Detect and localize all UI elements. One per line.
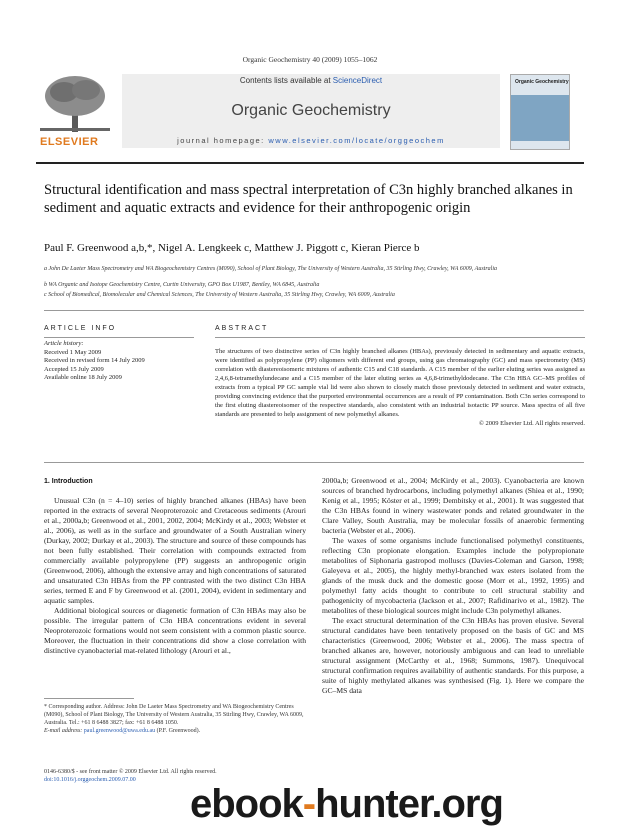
paragraph: The waxes of some organisms include functionalised polymethyl constituents, reflecting C3n propionate elongation. Examples include the polypropionate metabolites of Siphonaria gastropod molluscs (Davies-Coleman and Garson, 1998; Galeyeva et al., 2005), the highly methyl-branched wax esters isolated from the glands of the musk duck and the domestic goose (Morr et al., 1992, 1995) and polymethyl fatty acids thought to contribute to cell structural stability and pathogenicity of mycobacteria (Jackson et al., 2007; Rafidinarivo et al., 1982). The metabolites of these biological sources might include C3n polymethyl alkanes. (322, 536, 584, 615)
affiliation-b: b WA Organic and Isotope Geochemistry Centre, Curtin University, GPO Box U1987, Bentley, WA 6845, Australia (44, 282, 320, 288)
email-link[interactable]: paul.greenwood@uwa.edu.au (83, 728, 156, 734)
abstract-heading: ABSTRACT (215, 325, 269, 332)
journal-title: Organic Geochemistry (231, 102, 391, 119)
history-online: Available online 18 July 2009 (44, 374, 122, 381)
history-label: Article history: (44, 340, 84, 347)
journal-cover-thumbnail (510, 74, 570, 150)
abstract-rule (215, 337, 585, 338)
homepage-link[interactable]: www.elsevier.com/locate/orggeochem (268, 136, 445, 145)
email-suffix: (P.F. Greenwood). (155, 728, 201, 734)
abstract-text: The structures of two distinctive series of C3n highly branched alkanes (HBAs), previously detected in sedimentary and aquatic extracts, were identified as polypropylene (PP) oligomers with different end groups, using gas chromatography (GC) and mass spectrometry (MS) correlation with diastereoisomeric mixtures of authentic C15 and C18 standards. A C15 member of the earlier eluting series was assigned as 2,4,6,8-tetramethylundecane and a C15 member of the later eluting series as 4,6,8-trimethyldodecane. The C3n HBA GC–MS profiles of extracts from a typical PP GC sample vial lid were also shown to closely match those previously detected in sediment and water extracts, providing convincing evidence that the purported environmental occurrences are a result of PP contamination. Both C3n series correspond to the first eluting diastereoisomer of the respective standards, also consistent with an industrial isotactic PP source. Mass spectra of all five standards are presented to help assignment of new polymethyl alkanes. (215, 348, 585, 418)
header-divider (36, 162, 584, 164)
elsevier-wordmark: ELSEVIER (40, 136, 99, 148)
history-received: Received 1 May 2009 (44, 348, 102, 356)
abstract-body (215, 347, 585, 428)
journal-homepage (122, 136, 500, 145)
cover-band (511, 95, 569, 141)
watermark-part2: hunter.org (315, 782, 503, 826)
history-accepted: Accepted 15 July 2009 (44, 365, 104, 373)
affiliation-c: c School of Biomedical, Biomolecular and Chemical Sciences, The University of Western Australia, 35 Stirling Hwy, Crawley, WA 6009, Australia (44, 292, 395, 298)
affil-divider (44, 310, 584, 311)
article-title: Structural identification and mass spectral interpretation of C3n highly branched alkanes in sediment and aquatic extracts and evidence for their anthropogenic origin (44, 182, 573, 216)
tree-icon (36, 74, 114, 134)
journal-reference: Organic Geochemistry 40 (2009) 1055–1062 (242, 55, 378, 64)
paragraph: Unusual C3n (n = 4–10) series of highly branched alkanes (HBAs) have been reported in the extracts of several Neoproterozoic and Cretaceous sediments (Arouri et al., 2000a,b; Greenwood et al., 2001, 2002, 2004; McKirdy et al., 2003; Webster et al., 2006), as well as in the surface and groundwater of a South Australian winery (Durkay, 2002; Durkay et al., 2003). The structure and source of these compounds has not been fully established. Their correlation with compounds extracted from commercially available polypropylene (PP) suggests an anthropogenic origin (Greenwood, 2006), although the extensive array and high concentrations of saturated and unsaturated C3n HBAs from the PP contrasted with the two distinct C3n HBA series, termed E and F by Greenwood et al. (2001, 2004), evident in sedimentary and aquatic samples. (44, 496, 306, 605)
cover-title: Organic Geochemistry (515, 79, 569, 85)
elsevier-tree-logo (36, 74, 114, 150)
sciencedirect-link[interactable]: ScienceDirect (332, 76, 383, 85)
issn-line: 0146-6380/$ - see front matter © 2009 Elsevier Ltd. All rights reserved. (44, 769, 217, 775)
email-label: E-mail address: (44, 728, 84, 734)
doi-link[interactable]: doi:10.1016/j.orggeochem.2009.07.00 (44, 777, 136, 783)
history-revised: Received in revised form 14 July 2009 (44, 357, 145, 364)
author-list: Paul F. Greenwood a,b,*, Nigel A. Lengkeek c, Matthew J. Piggott c, Kieran Pierce b (44, 242, 420, 254)
body-column-left (44, 496, 306, 656)
footnote-rule (44, 698, 134, 699)
article-info-rule (44, 337, 194, 338)
affiliation-a: a John De Laeter Mass Spectrometry and WA Biogeochemistry Centres (M090), School of Plant Biology, The University of Western Australia, 35 Stirling Hwy, Crawley, WA 6009, Australia (44, 266, 498, 272)
homepage-prefix: journal homepage: (177, 136, 269, 145)
watermark-part1: ebook (190, 782, 303, 826)
section-heading-introduction: 1. Introduction (44, 478, 93, 485)
article-info-heading: ARTICLE INFO (44, 325, 117, 332)
footnote-correspondence: * Corresponding author. Address: John De Laeter Mass Spectrometry and WA Biogeochemistry Centres (M090), School of Plant Biology, The University of Western Australia, 35 Stirling Hwy, Crawley, WA 6009, Australia. Tel.: +61 8 6488 3827; fax: +61 8 6488 1050. (44, 704, 304, 726)
body-column-right (322, 476, 584, 696)
paragraph: Additional biological sources or diagenetic formation of C3n HBAs may also be possible. The irregular pattern of C3n HBA concentrations evident in several Neoproterozoic formations would not seem consistent with a common plastic source. Moreover, the fluctuation in their concentrations did show a close correlation with distinctive cyanobacterial mat-related lithology (Arouri et al., (44, 606, 306, 655)
watermark (190, 782, 503, 827)
contents-line (122, 76, 500, 85)
article-history (44, 340, 194, 383)
footnote (44, 703, 306, 735)
footnote-email-line (44, 727, 306, 735)
paragraph: The exact structural determination of the C3n HBAs has proven elusive. Several structural candidates have been tentatively proposed on the basis of GC and MS characteristics (Greenwood, 2006; Webster et al., 2006). The mass spectra of branched alkanes are, however, notoriously ambiguous and can lead to unreliable structural assignment (McCarthy et al., 1968; Summons, 1987). Unequivocal structural confirmation requires availability of authentic standards. For this purpose, a suite of highly methylated alkanes was synthesised (Fig. 1). Here we compare the GC–MS data (322, 616, 584, 695)
journal-banner (122, 74, 500, 148)
contents-prefix: Contents lists available at (239, 76, 333, 85)
abstract-copyright: © 2009 Elsevier Ltd. All rights reserved. (478, 420, 585, 427)
abstract-divider (44, 462, 584, 463)
paragraph: 2000a,b; Greenwood et al., 2004; McKirdy et al., 2003). Cyanobacteria are known sources of branched hydrocarbons, including polymethyl alkanes (Shiea et al., 1990; Kenig et al., 1995; Köster et al., 1999; Dembitsky et al., 2001). It was suggested that the C3n HBAs found in winery wastewater ponds and related groundwater in the Clare Valley, South Australia, may be molecular fossils of anaerobic fermenting bacteria (Webster et al., 2006). (322, 476, 584, 535)
watermark-dash: - (302, 782, 316, 826)
journal-header (36, 70, 584, 158)
